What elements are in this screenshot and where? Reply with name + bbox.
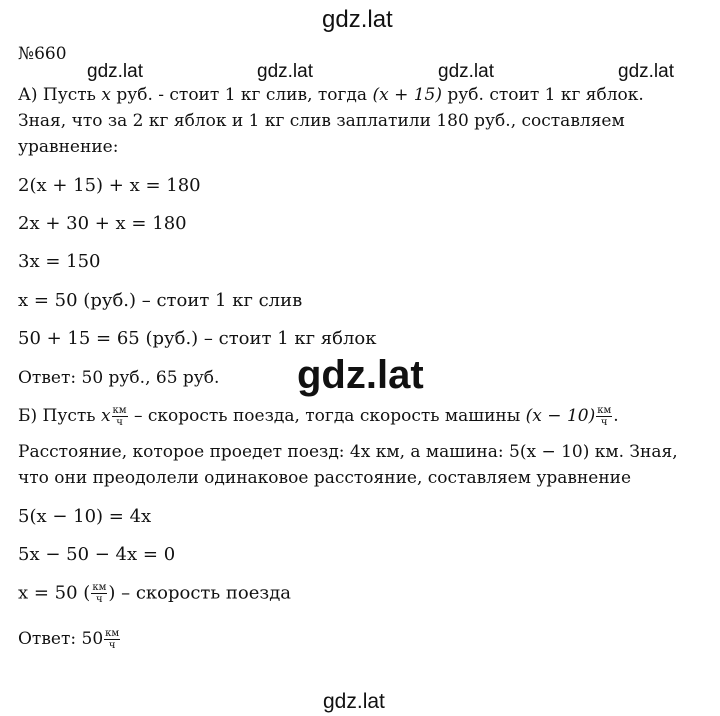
part-a-equation-2: 2x + 30 + x = 180 — [18, 213, 187, 234]
unit-fraction — [91, 582, 107, 605]
unit-denominator: ч — [116, 417, 123, 428]
part-a-line1-post: руб. стоит 1 кг яблок. — [442, 85, 644, 105]
part-b-equation-1: 5(x − 10) = 4x — [18, 506, 152, 527]
watermark-row-3: gdz.lat — [438, 61, 494, 82]
part-a-equation-5: 50 + 15 = 65 (руб.) – стоит 1 кг яблок — [18, 328, 377, 349]
watermark-top: gdz.lat — [322, 6, 393, 33]
part-b-equation-2: 5x − 50 − 4x = 0 — [18, 544, 176, 565]
part-b-answer — [18, 628, 121, 651]
part-b-line-1 — [18, 405, 619, 428]
part-a-equation-1: 2(x + 15) + x = 180 — [18, 175, 201, 196]
watermark-bottom: gdz.lat — [323, 690, 385, 713]
unit-numerator: км — [112, 405, 127, 416]
part-b-line-2: Расстояние, которое проедет поезд: 4x км, а машина: 5(x − 10) км. Зная, — [18, 442, 678, 462]
part-a-answer: Ответ: 50 руб., 65 руб. — [18, 368, 220, 388]
unit-numerator: км — [597, 405, 612, 416]
problem-number: №660 — [18, 44, 67, 64]
watermark-row-4: gdz.lat — [618, 61, 674, 82]
unit-fraction — [112, 405, 128, 428]
part-a-line-2: Зная, что за 2 кг яблок и 1 кг слив заплатили 180 руб., составляем — [18, 111, 625, 131]
part-a-line-3: уравнение: — [18, 137, 119, 157]
watermark-row-2: gdz.lat — [257, 61, 313, 82]
unit-numerator: км — [92, 582, 107, 593]
part-a-line-1 — [18, 84, 644, 106]
unit-denominator: ч — [108, 640, 116, 651]
part-b-line1-pre: Б) Пусть — [18, 406, 101, 426]
variable-x: x — [100, 406, 111, 426]
watermark-row-1: gdz.lat — [87, 61, 143, 82]
unit-denominator: ч — [96, 594, 103, 605]
part-a-line1-pre: А) Пусть — [18, 85, 102, 105]
variable-x: x — [101, 85, 111, 105]
unit-denominator: ч — [600, 417, 608, 428]
part-a-equation-3: 3x = 150 — [18, 251, 101, 272]
part-a-line1-mid: руб. - стоит 1 кг слив, тогда — [110, 85, 373, 105]
part-b-line1-mid: – скорость поезда, тогда скорость машины — [128, 406, 526, 426]
unit-fraction — [104, 628, 120, 651]
part-b-line1-end: . — [613, 406, 619, 426]
expression: (x + 15) — [372, 85, 442, 105]
expression: (x − 10) — [525, 406, 596, 426]
unit-fraction — [596, 405, 612, 428]
part-a-equation-4: x = 50 (руб.) – стоит 1 кг слив — [18, 290, 303, 311]
part-b-line-3: что они преодолели одинаковое расстояние, составляем уравнение — [18, 468, 632, 488]
part-b-eq3-pre: x = 50 ( — [18, 582, 91, 604]
unit-numerator: км — [105, 628, 120, 639]
part-b-answer-pre: Ответ: 50 — [18, 629, 104, 649]
watermark-center: gdz.lat — [297, 353, 424, 397]
part-b-equation-3 — [18, 582, 291, 605]
part-b-eq3-post: ) – скорость поезда — [108, 582, 292, 604]
